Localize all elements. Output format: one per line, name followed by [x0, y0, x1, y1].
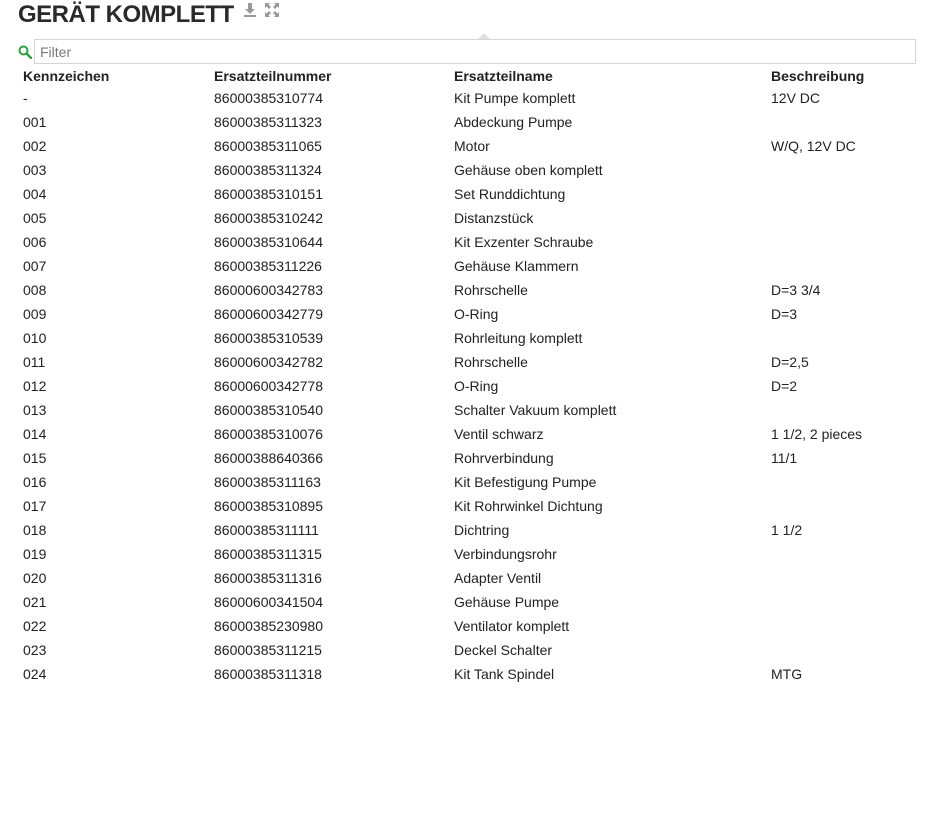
- cell-kennzeichen: 020: [23, 570, 47, 586]
- cell-beschreibung: 1 1/2: [771, 522, 803, 538]
- cell-beschreibung: MTG: [771, 666, 803, 682]
- cell-ersatzteilnummer: 86000385310151: [214, 186, 324, 202]
- cell-kennzeichen: 010: [23, 330, 47, 346]
- cell-ersatzteilname: Gehäuse oben komplett: [454, 162, 603, 178]
- cell-kennzeichen: 009: [23, 306, 47, 322]
- cell-beschreibung: [770, 206, 922, 230]
- cell-ersatzteilnummer: 86000385311315: [214, 546, 322, 562]
- cell-ersatzteilnummer: 86000600342782: [214, 354, 324, 370]
- cell-beschreibung: [770, 110, 922, 134]
- cell-kennzeichen: 001: [23, 114, 47, 130]
- table-row[interactable]: [22, 206, 922, 230]
- cell-ersatzteilnummer: 86000385310895: [214, 498, 324, 514]
- table-row[interactable]: [22, 86, 922, 110]
- filter-caret: [478, 33, 490, 39]
- cell-ersatzteilname: Kit Tank Spindel: [454, 666, 555, 682]
- cell-ersatzteilnummer: 86000385311065: [214, 138, 322, 154]
- cell-beschreibung: [770, 470, 922, 494]
- cell-kennzeichen: -: [23, 90, 28, 106]
- cell-ersatzteilname: Rohrschelle: [454, 354, 528, 370]
- cell-beschreibung: D=3: [771, 306, 798, 322]
- cell-kennzeichen: 016: [23, 474, 47, 490]
- expand-icon[interactable]: [264, 2, 280, 18]
- parts-table: [22, 66, 922, 686]
- cell-ersatzteilname: Ventil schwarz: [454, 426, 544, 442]
- cell-ersatzteilnummer: 86000600342778: [214, 378, 324, 394]
- cell-beschreibung: D=2,5: [771, 354, 809, 370]
- cell-beschreibung: [770, 542, 922, 566]
- table-row[interactable]: [22, 110, 922, 134]
- table-row[interactable]: [22, 422, 922, 446]
- cell-ersatzteilname: Verbindungsrohr: [454, 546, 557, 562]
- table-row[interactable]: [22, 254, 922, 278]
- cell-ersatzteilname: Dichtring: [454, 522, 510, 538]
- table-row[interactable]: [22, 518, 922, 542]
- cell-kennzeichen: 019: [23, 546, 47, 562]
- cell-ersatzteilname: Kit Pumpe komplett: [454, 90, 576, 106]
- cell-ersatzteilname: Deckel Schalter: [454, 642, 553, 658]
- table-row[interactable]: [22, 158, 922, 182]
- table-row[interactable]: [22, 614, 922, 638]
- table-row[interactable]: [22, 278, 922, 302]
- cell-ersatzteilnummer: 86000600342783: [214, 282, 324, 298]
- cell-kennzeichen: 015: [23, 450, 47, 466]
- table-row[interactable]: [22, 470, 922, 494]
- table-row[interactable]: [22, 374, 922, 398]
- cell-beschreibung: 12V DC: [771, 90, 821, 106]
- cell-kennzeichen: 003: [23, 162, 47, 178]
- table-row[interactable]: [22, 590, 922, 614]
- cell-beschreibung: D=3 3/4: [771, 282, 821, 298]
- cell-ersatzteilname: Gehäuse Pumpe: [454, 594, 560, 610]
- cell-ersatzteilnummer: 86000600342779: [214, 306, 324, 322]
- table-row[interactable]: [22, 566, 922, 590]
- cell-ersatzteilname: Distanzstück: [454, 210, 534, 226]
- cell-beschreibung: [770, 614, 922, 638]
- cell-ersatzteilname: Kit Befestigung Pumpe: [454, 474, 597, 490]
- cell-kennzeichen: 021: [23, 594, 47, 610]
- cell-ersatzteilname: Kit Rohrwinkel Dichtung: [454, 498, 603, 514]
- cell-ersatzteilname: Rohrverbindung: [454, 450, 554, 466]
- cell-beschreibung: [770, 230, 922, 254]
- column-header-ersatzteilnummer[interactable]: Ersatzteilnummer: [214, 68, 332, 84]
- column-header-ersatzteilname[interactable]: Ersatzteilname: [454, 68, 553, 84]
- table-row[interactable]: [22, 542, 922, 566]
- table-row[interactable]: [22, 182, 922, 206]
- cell-kennzeichen: 005: [23, 210, 47, 226]
- cell-ersatzteilnummer: 86000385310076: [214, 426, 324, 442]
- cell-ersatzteilname: Schalter Vakuum komplett: [454, 402, 617, 418]
- cell-ersatzteilnummer: 86000385311226: [214, 258, 322, 274]
- table-row[interactable]: [22, 638, 922, 662]
- table-header: [22, 66, 922, 86]
- cell-ersatzteilnummer: 86000385311215: [214, 642, 322, 658]
- filter-input[interactable]: [34, 39, 916, 64]
- cell-ersatzteilnummer: 86000385230980: [214, 618, 324, 634]
- table-body: [22, 86, 922, 686]
- cell-kennzeichen: 013: [23, 402, 47, 418]
- table-row[interactable]: [22, 302, 922, 326]
- cell-kennzeichen: 022: [23, 618, 47, 634]
- cell-ersatzteilnummer: 86000385310242: [214, 210, 324, 226]
- cell-beschreibung: 1 1/2, 2 pieces: [771, 426, 863, 442]
- search-icon: [18, 45, 32, 59]
- cell-ersatzteilnummer: 86000388640366: [214, 450, 324, 466]
- table-row[interactable]: [22, 326, 922, 350]
- filter-row: [18, 39, 918, 66]
- cell-ersatzteilnummer: 86000385310644: [214, 234, 324, 250]
- cell-ersatzteilnummer: 86000385311324: [214, 162, 322, 178]
- cell-kennzeichen: 018: [23, 522, 47, 538]
- cell-kennzeichen: 023: [23, 642, 47, 658]
- cell-ersatzteilnummer: 86000385310540: [214, 402, 324, 418]
- cell-ersatzteilnummer: 86000385311318: [214, 666, 322, 682]
- cell-ersatzteilname: Abdeckung Pumpe: [454, 114, 573, 130]
- cell-beschreibung: D=2: [771, 378, 798, 394]
- cell-ersatzteilnummer: 86000385311323: [214, 114, 322, 130]
- cell-beschreibung: [770, 158, 922, 182]
- cell-ersatzteilnummer: 86000385311111: [214, 522, 319, 538]
- cell-ersatzteilnummer: 86000385310539: [214, 330, 324, 346]
- cell-ersatzteilname: Adapter Ventil: [454, 570, 542, 586]
- cell-ersatzteilname: O-Ring: [454, 378, 499, 394]
- cell-kennzeichen: 012: [23, 378, 47, 394]
- cell-ersatzteilname: Rohrschelle: [454, 282, 528, 298]
- page-title: GERÄT KOMPLETT: [18, 1, 234, 28]
- table-row[interactable]: [22, 494, 922, 518]
- cell-beschreibung: [770, 638, 922, 662]
- cell-kennzeichen: 008: [23, 282, 47, 298]
- cell-ersatzteilnummer: 86000385311163: [214, 474, 321, 490]
- column-header-kennzeichen[interactable]: Kennzeichen: [23, 68, 110, 84]
- cell-ersatzteilnummer: 86000385310774: [214, 90, 324, 106]
- cell-ersatzteilname: Kit Exzenter Schraube: [454, 234, 594, 250]
- cell-kennzeichen: 002: [23, 138, 47, 154]
- cell-beschreibung: [770, 182, 922, 206]
- cell-kennzeichen: 014: [23, 426, 47, 442]
- cell-ersatzteilnummer: 86000385311316: [214, 570, 322, 586]
- column-header-beschreibung[interactable]: Beschreibung: [771, 68, 865, 84]
- table-row[interactable]: [22, 134, 922, 158]
- cell-ersatzteilname: Ventilator komplett: [454, 618, 570, 634]
- cell-kennzeichen: 024: [23, 666, 47, 682]
- cell-kennzeichen: 017: [23, 498, 47, 514]
- cell-ersatzteilname: Gehäuse Klammern: [454, 258, 579, 274]
- cell-ersatzteilname: O-Ring: [454, 306, 499, 322]
- cell-kennzeichen: 004: [23, 186, 47, 202]
- table-row[interactable]: [22, 662, 922, 686]
- cell-beschreibung: [770, 590, 922, 614]
- cell-beschreibung: [770, 398, 922, 422]
- cell-kennzeichen: 007: [23, 258, 47, 274]
- cell-ersatzteilname: Set Runddichtung: [454, 186, 566, 202]
- header-row: [22, 66, 922, 86]
- cell-kennzeichen: 011: [23, 354, 46, 370]
- cell-ersatzteilname: Motor: [454, 138, 490, 154]
- table-row[interactable]: [22, 230, 922, 254]
- cell-beschreibung: [770, 326, 922, 350]
- cell-beschreibung: [770, 254, 922, 278]
- cell-beschreibung: [770, 494, 922, 518]
- table-row[interactable]: [22, 398, 922, 422]
- table-row[interactable]: [22, 446, 922, 470]
- cell-beschreibung: 11/1: [771, 450, 798, 466]
- download-icon[interactable]: [242, 2, 258, 18]
- cell-kennzeichen: 006: [23, 234, 47, 250]
- cell-beschreibung: W/Q, 12V DC: [771, 138, 856, 154]
- cell-ersatzteilname: Rohrleitung komplett: [454, 330, 583, 346]
- page-header: [18, 0, 280, 30]
- cell-ersatzteilnummer: 86000600341504: [214, 594, 324, 610]
- cell-beschreibung: [770, 566, 922, 590]
- table-row[interactable]: [22, 350, 922, 374]
